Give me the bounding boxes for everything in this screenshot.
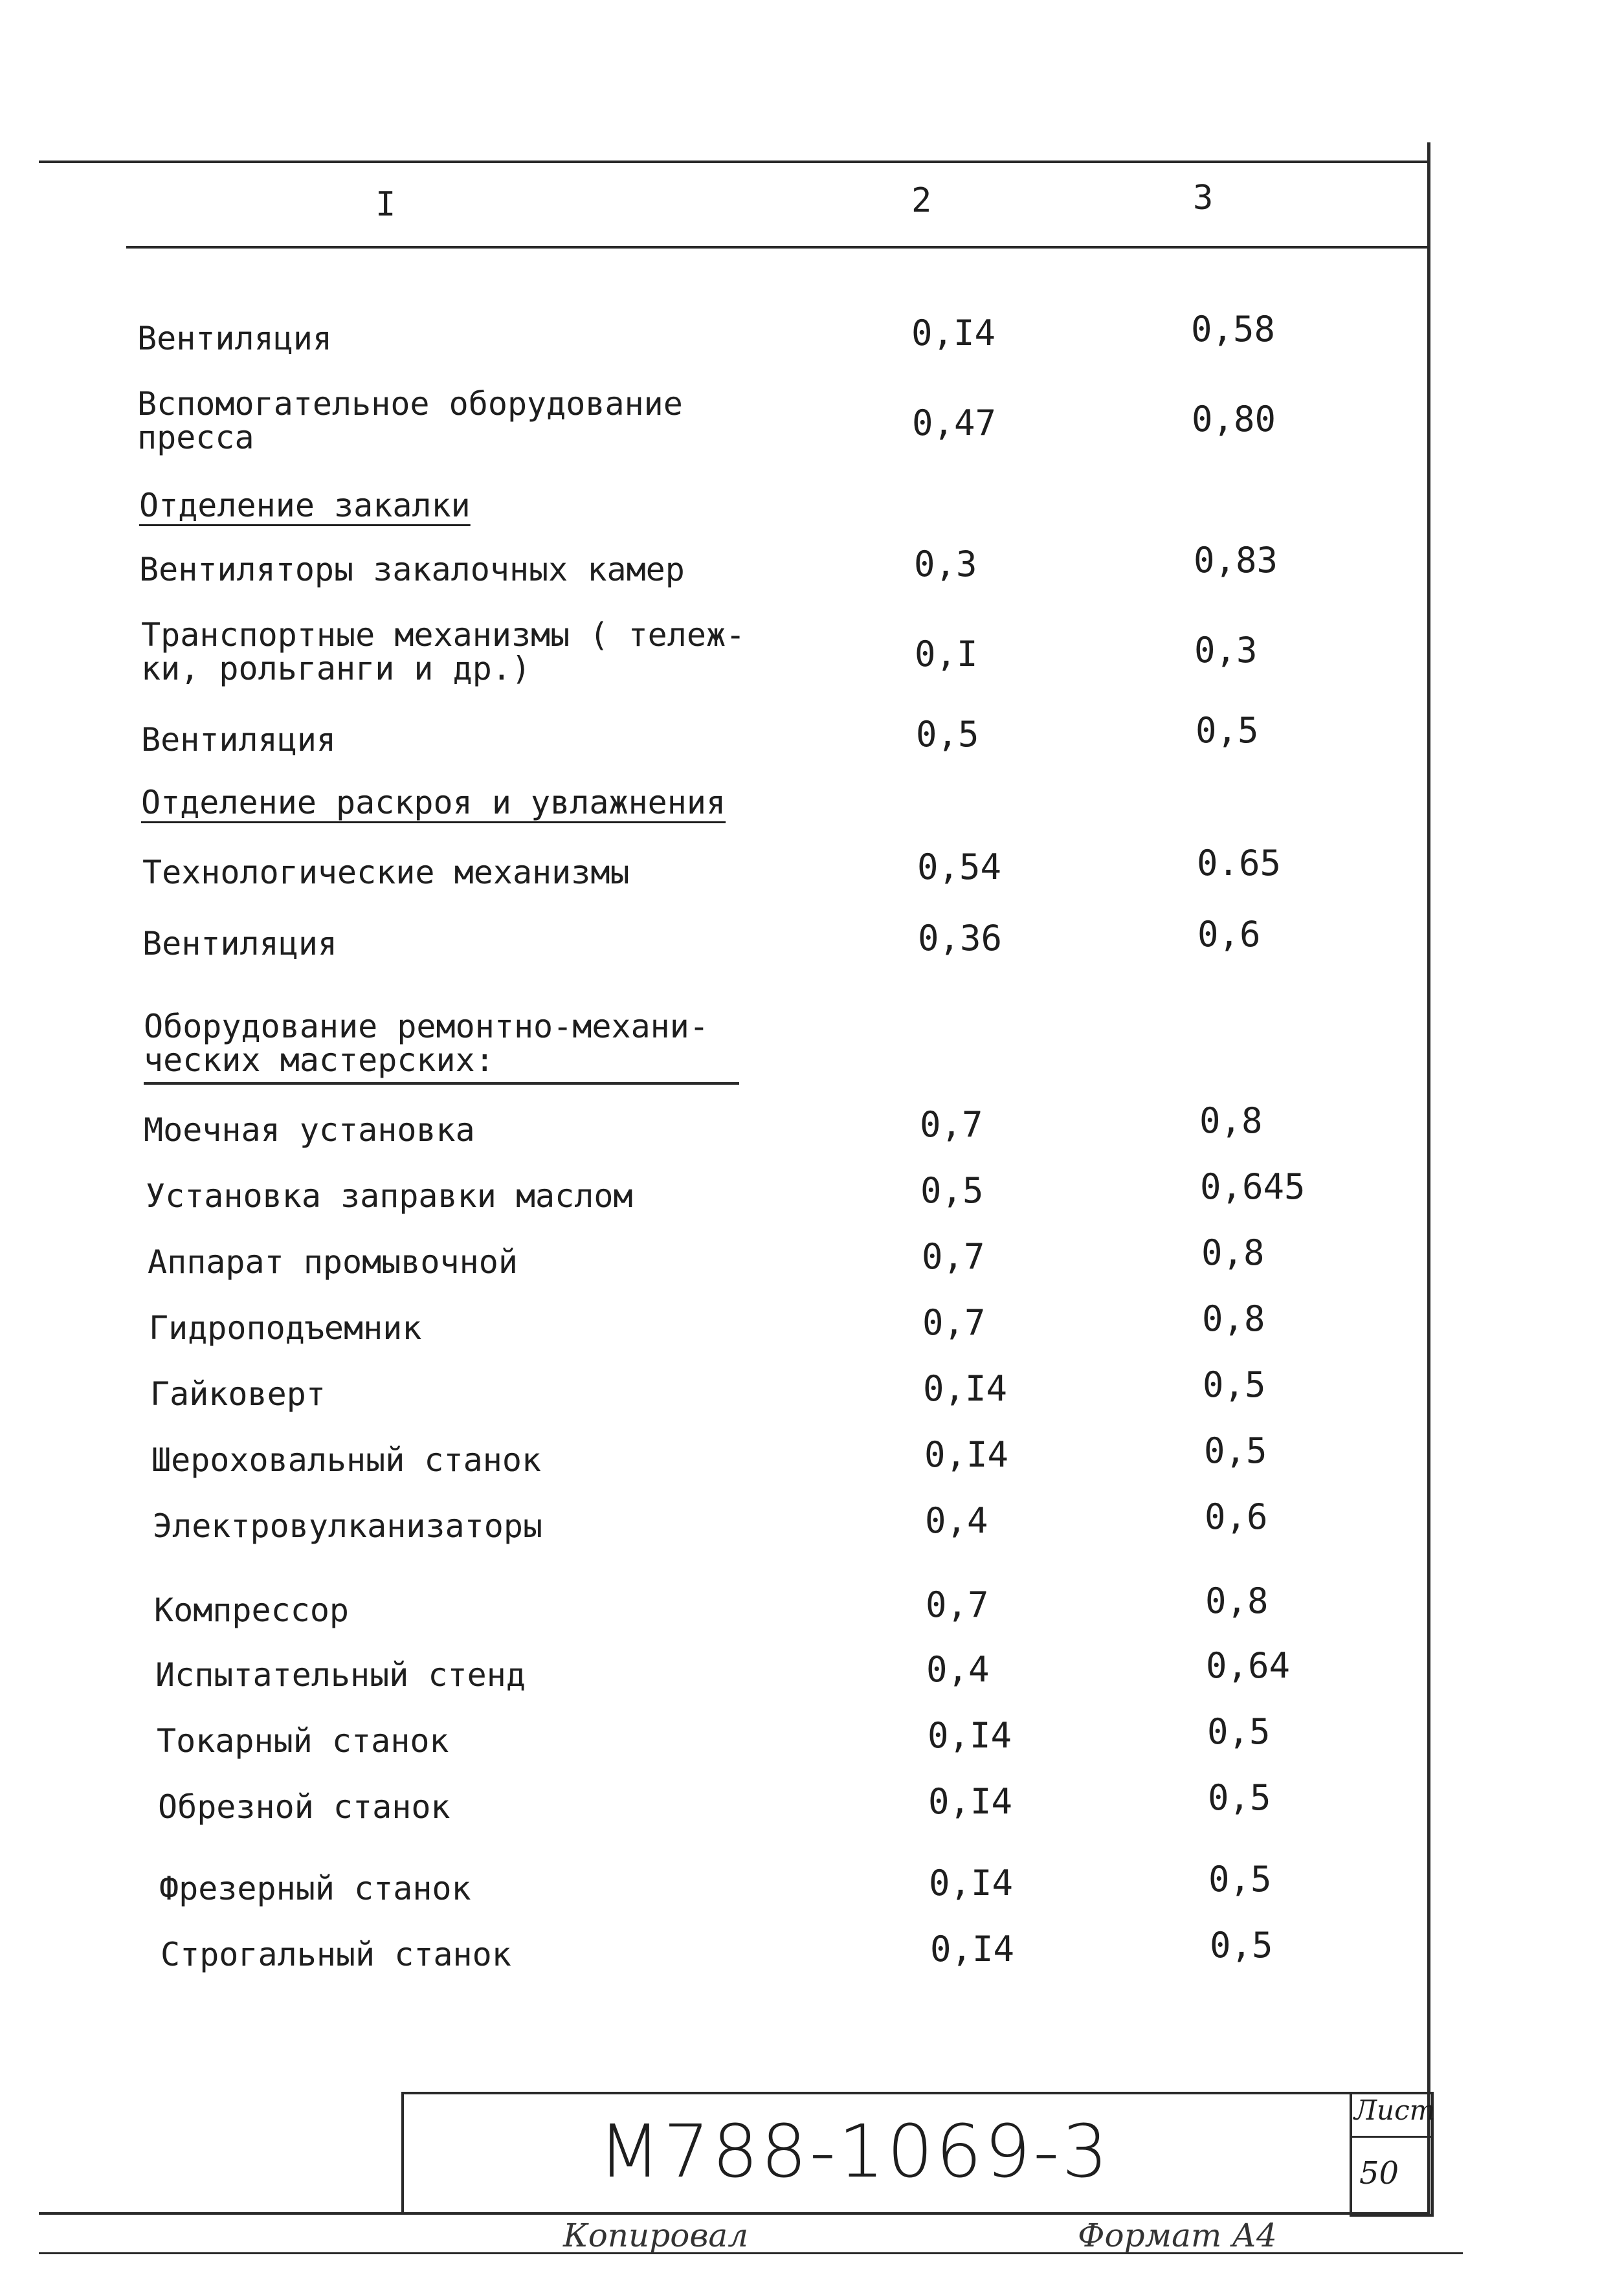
row-label: Испытательный стенд <box>155 1656 526 1694</box>
row-label: Вентиляция <box>142 925 338 962</box>
row-label: Аппарат промывочной <box>148 1243 518 1281</box>
row-label: Моечная установка <box>144 1111 475 1149</box>
sheet-number: 50 <box>1359 2155 1399 2191</box>
row-value-col3: 0,6 <box>1205 1496 1268 1537</box>
sheet-box-divider <box>1350 2136 1431 2138</box>
row-value-col2: 0,7 <box>922 1302 986 1343</box>
row-label: Обрезной станок <box>158 1788 450 1826</box>
row-value-col3: 0,64 <box>1206 1645 1291 1686</box>
row-value-col2: 0,3 <box>914 544 977 584</box>
column-header-3: 3 <box>1193 179 1214 217</box>
row-value-col2: 0,7 <box>926 1584 989 1625</box>
row-label: Фрезерный станок <box>159 1870 471 1907</box>
row-value-col3: 0.65 <box>1197 843 1282 883</box>
row-value-col3: 0,58 <box>1191 309 1276 349</box>
column-header-1: I <box>375 185 396 224</box>
row-label: Компрессор <box>154 1591 350 1629</box>
row-label: Транспортные механизмы ( тележ- ки, рольганги и др.) <box>141 616 746 687</box>
row-label: Установка заправки маслом <box>146 1177 633 1215</box>
row-value-col2: 0,47 <box>912 403 997 443</box>
column-header-2: 2 <box>911 181 932 220</box>
row-value-col2: 0,I4 <box>930 1929 1015 1969</box>
row-label: Электровулканизаторы <box>153 1507 543 1545</box>
section-heading: Отделение закалки <box>139 487 471 524</box>
row-value-col2: 0,5 <box>916 714 979 755</box>
row-value-col3: 0,8 <box>1202 1298 1265 1339</box>
row-label: Шероховальный станок <box>151 1441 542 1479</box>
right-border-line <box>1427 142 1430 2213</box>
row-value-col3: 0,3 <box>1194 630 1258 671</box>
row-value-col3: 0,5 <box>1203 1364 1266 1405</box>
row-value-col2: 0,I4 <box>911 313 996 353</box>
row-label: Строгальный станок <box>161 1936 511 1973</box>
row-value-col2: 0,I4 <box>928 1715 1012 1756</box>
document-code: М788-1069-3 <box>598 2110 1111 2194</box>
sheet-label: Лист <box>1354 2094 1436 2126</box>
row-value-col3: 0,645 <box>1200 1166 1306 1207</box>
top-border-line <box>39 161 1430 163</box>
row-value-col2: 0,I <box>915 634 978 674</box>
row-value-col2: 0,4 <box>926 1649 990 1690</box>
row-value-col2: 0,I4 <box>928 1781 1013 1822</box>
row-value-col2: 0,7 <box>920 1104 983 1145</box>
row-value-col3: 0,5 <box>1208 1777 1271 1818</box>
row-value-col3: 0,80 <box>1192 399 1276 439</box>
section-heading: Отделение раскроя и увлажнения <box>141 784 726 821</box>
row-value-col2: 0,7 <box>922 1236 985 1277</box>
row-label: Вспомогательное оборудование пресса <box>137 385 683 456</box>
row-value-col3: 0,8 <box>1205 1580 1269 1621</box>
row-value-col3: 0,6 <box>1197 914 1261 955</box>
row-value-col3: 0,5 <box>1204 1430 1267 1471</box>
row-value-col2: 0,4 <box>925 1500 988 1541</box>
footer-format: Формат А4 <box>1078 2217 1277 2254</box>
row-label: Вентиляция <box>141 721 337 759</box>
row-value-col2: 0,I4 <box>924 1434 1009 1475</box>
row-label: Технологические механизмы <box>142 854 630 891</box>
header-bottom-line <box>126 246 1430 249</box>
row-value-col3: 0,5 <box>1207 1711 1271 1752</box>
row-value-col2: 0,5 <box>920 1170 984 1211</box>
row-value-col2: 0,54 <box>917 847 1002 887</box>
row-value-col2: 0,I4 <box>929 1863 1014 1903</box>
row-label: Гидроподъемник <box>149 1309 422 1347</box>
row-value-col3: 0,83 <box>1194 540 1278 581</box>
row-value-col3: 0,8 <box>1199 1100 1263 1141</box>
row-label: Вентиляторы закалочных камер <box>139 551 685 588</box>
row-label: Вентиляция <box>137 320 333 357</box>
footer-copied-by: Копировал <box>563 2217 749 2254</box>
row-value-col3: 0,5 <box>1208 1859 1272 1900</box>
row-value-col3: 0,8 <box>1201 1232 1265 1273</box>
section-heading: Оборудование ремонтно-механи- ческих мастерских: <box>144 1008 709 1079</box>
row-label: Токарный станок <box>157 1722 449 1760</box>
row-value-col2: 0,36 <box>918 918 1003 959</box>
row-value-col3: 0,5 <box>1210 1925 1273 1966</box>
row-value-col2: 0,I4 <box>923 1368 1008 1409</box>
section-underline <box>144 1082 739 1085</box>
row-value-col3: 0,5 <box>1196 710 1259 751</box>
row-label: Гайковерт <box>150 1375 326 1413</box>
